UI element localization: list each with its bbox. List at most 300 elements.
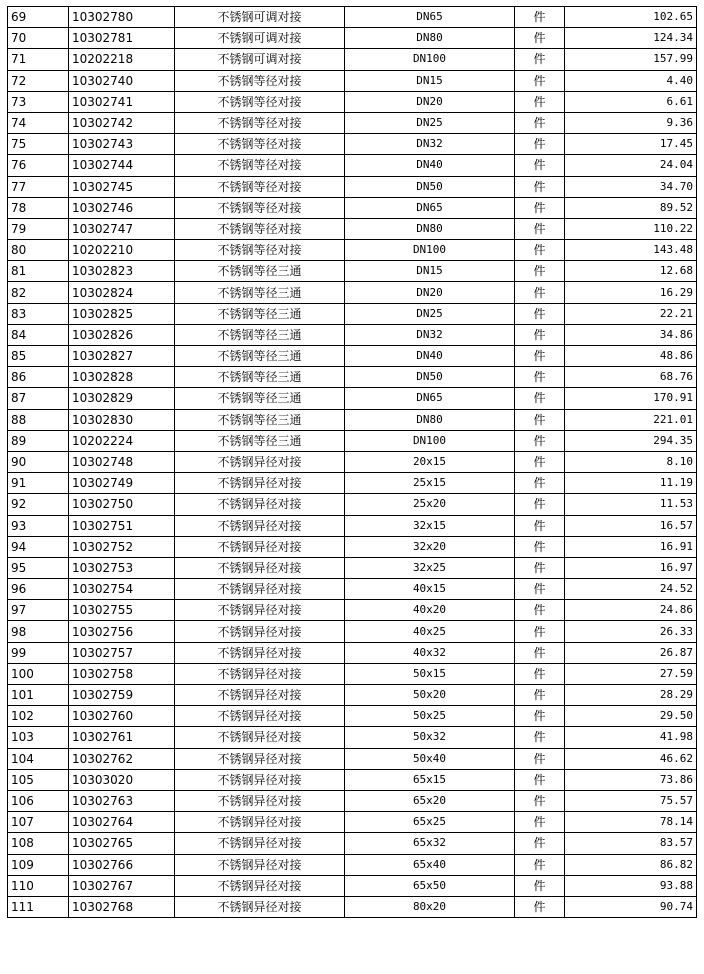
row-number-cell: 89	[8, 430, 69, 451]
table-row	[8, 367, 697, 388]
item-code-cell: 10302749	[69, 473, 175, 494]
item-name-cell: 不锈钢异径对接	[175, 473, 345, 494]
unit-cell: 件	[515, 642, 565, 663]
row-number-cell: 110	[8, 875, 69, 896]
row-number-cell: 107	[8, 812, 69, 833]
table-row	[8, 536, 697, 557]
unit-cell: 件	[515, 896, 565, 917]
price-cell: 11.19	[565, 473, 697, 494]
unit-cell: 件	[515, 197, 565, 218]
spec-cell: 50x32	[345, 727, 515, 748]
unit-cell: 件	[515, 70, 565, 91]
spec-cell: 80x20	[345, 896, 515, 917]
unit-cell: 件	[515, 346, 565, 367]
item-code-cell: 10302824	[69, 282, 175, 303]
table-row	[8, 218, 697, 239]
unit-cell: 件	[515, 748, 565, 769]
item-name-cell: 不锈钢可调对接	[175, 28, 345, 49]
unit-cell: 件	[515, 706, 565, 727]
item-name-cell: 不锈钢异径对接	[175, 621, 345, 642]
row-number-cell: 70	[8, 28, 69, 49]
table-row	[8, 430, 697, 451]
item-code-cell: 10302748	[69, 451, 175, 472]
spec-cell: DN65	[345, 197, 515, 218]
price-cell: 34.86	[565, 324, 697, 345]
row-number-cell: 104	[8, 748, 69, 769]
table-row	[8, 769, 697, 790]
unit-cell: 件	[515, 494, 565, 515]
item-name-cell: 不锈钢异径对接	[175, 854, 345, 875]
spec-cell: 40x25	[345, 621, 515, 642]
spec-cell: 65x20	[345, 790, 515, 811]
table-row	[8, 324, 697, 345]
item-name-cell: 不锈钢等径三通	[175, 261, 345, 282]
row-number-cell: 76	[8, 155, 69, 176]
item-name-cell: 不锈钢异径对接	[175, 896, 345, 917]
row-number-cell: 108	[8, 833, 69, 854]
price-cell: 16.97	[565, 557, 697, 578]
row-number-cell: 101	[8, 685, 69, 706]
unit-cell: 件	[515, 833, 565, 854]
item-name-cell: 不锈钢异径对接	[175, 600, 345, 621]
price-cell: 93.88	[565, 875, 697, 896]
unit-cell: 件	[515, 28, 565, 49]
price-cell: 16.91	[565, 536, 697, 557]
unit-cell: 件	[515, 367, 565, 388]
item-name-cell: 不锈钢等径三通	[175, 324, 345, 345]
table-row	[8, 642, 697, 663]
spec-cell: 40x20	[345, 600, 515, 621]
spec-cell: DN80	[345, 409, 515, 430]
row-number-cell: 96	[8, 579, 69, 600]
item-code-cell: 10302750	[69, 494, 175, 515]
table-row	[8, 155, 697, 176]
price-cell: 26.33	[565, 621, 697, 642]
item-code-cell: 10302828	[69, 367, 175, 388]
item-code-cell: 10302829	[69, 388, 175, 409]
table-row	[8, 579, 697, 600]
item-name-cell: 不锈钢等径三通	[175, 430, 345, 451]
table-row	[8, 706, 697, 727]
item-name-cell: 不锈钢等径对接	[175, 176, 345, 197]
item-code-cell: 10202210	[69, 240, 175, 261]
item-code-cell: 10302754	[69, 579, 175, 600]
spec-cell: 50x20	[345, 685, 515, 706]
table-row	[8, 494, 697, 515]
spec-cell: 50x40	[345, 748, 515, 769]
unit-cell: 件	[515, 812, 565, 833]
item-name-cell: 不锈钢可调对接	[175, 7, 345, 28]
item-code-cell: 10302761	[69, 727, 175, 748]
row-number-cell: 103	[8, 727, 69, 748]
row-number-cell: 102	[8, 706, 69, 727]
spec-cell: DN32	[345, 134, 515, 155]
price-cell: 110.22	[565, 218, 697, 239]
spec-cell: 32x15	[345, 515, 515, 536]
item-code-cell: 10302764	[69, 812, 175, 833]
row-number-cell: 100	[8, 663, 69, 684]
price-cell: 8.10	[565, 451, 697, 472]
item-name-cell: 不锈钢等径对接	[175, 91, 345, 112]
unit-cell: 件	[515, 621, 565, 642]
unit-cell: 件	[515, 536, 565, 557]
row-number-cell: 84	[8, 324, 69, 345]
unit-cell: 件	[515, 388, 565, 409]
spec-cell: DN100	[345, 430, 515, 451]
table-row	[8, 112, 697, 133]
row-number-cell: 95	[8, 557, 69, 578]
row-number-cell: 106	[8, 790, 69, 811]
price-cell: 24.86	[565, 600, 697, 621]
spec-cell: 32x25	[345, 557, 515, 578]
unit-cell: 件	[515, 727, 565, 748]
table-row	[8, 685, 697, 706]
unit-cell: 件	[515, 557, 565, 578]
item-name-cell: 不锈钢异径对接	[175, 748, 345, 769]
spec-cell: DN25	[345, 303, 515, 324]
row-number-cell: 98	[8, 621, 69, 642]
price-cell: 68.76	[565, 367, 697, 388]
spec-cell: 40x32	[345, 642, 515, 663]
unit-cell: 件	[515, 112, 565, 133]
unit-cell: 件	[515, 473, 565, 494]
price-cell: 89.52	[565, 197, 697, 218]
row-number-cell: 83	[8, 303, 69, 324]
row-number-cell: 69	[8, 7, 69, 28]
spec-cell: DN40	[345, 346, 515, 367]
price-cell: 6.61	[565, 91, 697, 112]
item-code-cell: 10302781	[69, 28, 175, 49]
row-number-cell: 88	[8, 409, 69, 430]
table-row	[8, 854, 697, 875]
spec-cell: 25x20	[345, 494, 515, 515]
item-code-cell: 10302825	[69, 303, 175, 324]
table-row	[8, 557, 697, 578]
item-name-cell: 不锈钢等径对接	[175, 240, 345, 261]
item-code-cell: 10302756	[69, 621, 175, 642]
row-number-cell: 105	[8, 769, 69, 790]
item-name-cell: 不锈钢异径对接	[175, 494, 345, 515]
item-name-cell: 不锈钢异径对接	[175, 579, 345, 600]
spec-cell: 65x50	[345, 875, 515, 896]
item-name-cell: 不锈钢异径对接	[175, 536, 345, 557]
price-cell: 34.70	[565, 176, 697, 197]
price-cell: 75.57	[565, 790, 697, 811]
row-number-cell: 90	[8, 451, 69, 472]
unit-cell: 件	[515, 155, 565, 176]
table-row	[8, 49, 697, 70]
item-code-cell: 10302767	[69, 875, 175, 896]
price-cell: 157.99	[565, 49, 697, 70]
price-cell: 170.91	[565, 388, 697, 409]
item-code-cell: 10302780	[69, 7, 175, 28]
price-cell: 29.50	[565, 706, 697, 727]
unit-cell: 件	[515, 685, 565, 706]
item-name-cell: 不锈钢等径对接	[175, 112, 345, 133]
price-cell: 124.34	[565, 28, 697, 49]
price-cell: 16.57	[565, 515, 697, 536]
item-code-cell: 10302745	[69, 176, 175, 197]
price-cell: 83.57	[565, 833, 697, 854]
price-cell: 11.53	[565, 494, 697, 515]
item-code-cell: 10302830	[69, 409, 175, 430]
item-name-cell: 不锈钢可调对接	[175, 49, 345, 70]
table-row	[8, 875, 697, 896]
unit-cell: 件	[515, 409, 565, 430]
price-cell: 27.59	[565, 663, 697, 684]
row-number-cell: 79	[8, 218, 69, 239]
price-cell: 24.04	[565, 155, 697, 176]
item-name-cell: 不锈钢等径对接	[175, 70, 345, 91]
item-code-cell: 10303020	[69, 769, 175, 790]
price-cell: 90.74	[565, 896, 697, 917]
item-name-cell: 不锈钢等径三通	[175, 346, 345, 367]
spec-cell: DN32	[345, 324, 515, 345]
table-row	[8, 600, 697, 621]
price-table	[7, 6, 697, 918]
spec-cell: 32x20	[345, 536, 515, 557]
price-cell: 78.14	[565, 812, 697, 833]
row-number-cell: 85	[8, 346, 69, 367]
spec-cell: DN20	[345, 282, 515, 303]
item-code-cell: 10302743	[69, 134, 175, 155]
price-cell: 73.86	[565, 769, 697, 790]
spec-cell: 65x40	[345, 854, 515, 875]
item-code-cell: 10202218	[69, 49, 175, 70]
spec-cell: DN15	[345, 261, 515, 282]
spec-cell: 40x15	[345, 579, 515, 600]
table-row	[8, 346, 697, 367]
row-number-cell: 97	[8, 600, 69, 621]
spec-cell: 65x15	[345, 769, 515, 790]
spec-cell: 65x25	[345, 812, 515, 833]
row-number-cell: 77	[8, 176, 69, 197]
price-cell: 26.87	[565, 642, 697, 663]
price-cell: 46.62	[565, 748, 697, 769]
table-row	[8, 790, 697, 811]
price-cell: 86.82	[565, 854, 697, 875]
item-name-cell: 不锈钢异径对接	[175, 451, 345, 472]
row-number-cell: 80	[8, 240, 69, 261]
item-name-cell: 不锈钢异径对接	[175, 706, 345, 727]
unit-cell: 件	[515, 240, 565, 261]
item-code-cell: 10302765	[69, 833, 175, 854]
row-number-cell: 74	[8, 112, 69, 133]
item-name-cell: 不锈钢异径对接	[175, 769, 345, 790]
unit-cell: 件	[515, 176, 565, 197]
item-name-cell: 不锈钢异径对接	[175, 790, 345, 811]
item-name-cell: 不锈钢异径对接	[175, 515, 345, 536]
table-row	[8, 282, 697, 303]
unit-cell: 件	[515, 663, 565, 684]
table-row	[8, 451, 697, 472]
price-cell: 24.52	[565, 579, 697, 600]
item-code-cell: 10302762	[69, 748, 175, 769]
table-row	[8, 515, 697, 536]
item-code-cell: 10302751	[69, 515, 175, 536]
item-name-cell: 不锈钢异径对接	[175, 727, 345, 748]
item-code-cell: 10302823	[69, 261, 175, 282]
spec-cell: 50x15	[345, 663, 515, 684]
item-name-cell: 不锈钢异径对接	[175, 685, 345, 706]
item-code-cell: 10302753	[69, 557, 175, 578]
item-code-cell: 10302766	[69, 854, 175, 875]
table-row	[8, 261, 697, 282]
price-cell: 294.35	[565, 430, 697, 451]
row-number-cell: 73	[8, 91, 69, 112]
price-cell: 48.86	[565, 346, 697, 367]
unit-cell: 件	[515, 579, 565, 600]
item-name-cell: 不锈钢等径对接	[175, 155, 345, 176]
row-number-cell: 82	[8, 282, 69, 303]
item-name-cell: 不锈钢等径三通	[175, 282, 345, 303]
price-cell: 12.68	[565, 261, 697, 282]
price-cell: 9.36	[565, 112, 697, 133]
row-number-cell: 71	[8, 49, 69, 70]
item-name-cell: 不锈钢等径对接	[175, 197, 345, 218]
price-cell: 4.40	[565, 70, 697, 91]
spec-cell: DN20	[345, 91, 515, 112]
table-row	[8, 70, 697, 91]
price-cell: 143.48	[565, 240, 697, 261]
item-name-cell: 不锈钢异径对接	[175, 875, 345, 896]
item-code-cell: 10302755	[69, 600, 175, 621]
row-number-cell: 99	[8, 642, 69, 663]
table-row	[8, 303, 697, 324]
row-number-cell: 92	[8, 494, 69, 515]
spec-cell: DN40	[345, 155, 515, 176]
unit-cell: 件	[515, 515, 565, 536]
table-row	[8, 473, 697, 494]
unit-cell: 件	[515, 282, 565, 303]
unit-cell: 件	[515, 134, 565, 155]
spec-cell: DN50	[345, 367, 515, 388]
spec-cell: 65x32	[345, 833, 515, 854]
row-number-cell: 87	[8, 388, 69, 409]
item-code-cell: 10302752	[69, 536, 175, 557]
table-row	[8, 663, 697, 684]
row-number-cell: 78	[8, 197, 69, 218]
item-name-cell: 不锈钢等径三通	[175, 303, 345, 324]
spec-cell: DN100	[345, 240, 515, 261]
item-name-cell: 不锈钢等径三通	[175, 409, 345, 430]
spec-cell: DN100	[345, 49, 515, 70]
item-name-cell: 不锈钢异径对接	[175, 642, 345, 663]
item-code-cell: 10302747	[69, 218, 175, 239]
item-code-cell: 10302768	[69, 896, 175, 917]
unit-cell: 件	[515, 790, 565, 811]
unit-cell: 件	[515, 875, 565, 896]
item-code-cell: 10202224	[69, 430, 175, 451]
unit-cell: 件	[515, 769, 565, 790]
spec-cell: DN15	[345, 70, 515, 91]
price-cell: 41.98	[565, 727, 697, 748]
price-cell: 16.29	[565, 282, 697, 303]
row-number-cell: 109	[8, 854, 69, 875]
spec-cell: 25x15	[345, 473, 515, 494]
item-code-cell: 10302763	[69, 790, 175, 811]
price-cell: 22.21	[565, 303, 697, 324]
item-code-cell: 10302827	[69, 346, 175, 367]
item-name-cell: 不锈钢异径对接	[175, 557, 345, 578]
row-number-cell: 111	[8, 896, 69, 917]
spec-cell: DN65	[345, 388, 515, 409]
item-code-cell: 10302757	[69, 642, 175, 663]
price-table-body	[8, 7, 697, 918]
spec-cell: DN50	[345, 176, 515, 197]
row-number-cell: 94	[8, 536, 69, 557]
table-row	[8, 176, 697, 197]
table-row	[8, 91, 697, 112]
item-code-cell: 10302746	[69, 197, 175, 218]
unit-cell: 件	[515, 7, 565, 28]
spec-cell: DN80	[345, 218, 515, 239]
item-name-cell: 不锈钢等径对接	[175, 134, 345, 155]
item-code-cell: 10302758	[69, 663, 175, 684]
item-name-cell: 不锈钢异径对接	[175, 663, 345, 684]
item-code-cell: 10302760	[69, 706, 175, 727]
unit-cell: 件	[515, 303, 565, 324]
item-code-cell: 10302741	[69, 91, 175, 112]
item-name-cell: 不锈钢异径对接	[175, 833, 345, 854]
price-cell: 17.45	[565, 134, 697, 155]
table-row	[8, 240, 697, 261]
unit-cell: 件	[515, 261, 565, 282]
item-code-cell: 10302826	[69, 324, 175, 345]
row-number-cell: 93	[8, 515, 69, 536]
table-row	[8, 388, 697, 409]
unit-cell: 件	[515, 854, 565, 875]
spec-cell: 50x25	[345, 706, 515, 727]
unit-cell: 件	[515, 49, 565, 70]
price-cell: 28.29	[565, 685, 697, 706]
item-name-cell: 不锈钢等径三通	[175, 388, 345, 409]
table-row	[8, 812, 697, 833]
item-name-cell: 不锈钢等径三通	[175, 367, 345, 388]
spec-cell: DN80	[345, 28, 515, 49]
table-row	[8, 621, 697, 642]
spec-cell: 20x15	[345, 451, 515, 472]
item-name-cell: 不锈钢等径对接	[175, 218, 345, 239]
unit-cell: 件	[515, 451, 565, 472]
row-number-cell: 86	[8, 367, 69, 388]
item-name-cell: 不锈钢异径对接	[175, 812, 345, 833]
unit-cell: 件	[515, 218, 565, 239]
row-number-cell: 75	[8, 134, 69, 155]
unit-cell: 件	[515, 600, 565, 621]
table-row	[8, 833, 697, 854]
item-code-cell: 10302740	[69, 70, 175, 91]
price-cell: 102.65	[565, 7, 697, 28]
table-row	[8, 28, 697, 49]
spec-cell: DN65	[345, 7, 515, 28]
spec-cell: DN25	[345, 112, 515, 133]
table-row	[8, 7, 697, 28]
table-row	[8, 896, 697, 917]
unit-cell: 件	[515, 324, 565, 345]
price-cell: 221.01	[565, 409, 697, 430]
item-code-cell: 10302744	[69, 155, 175, 176]
row-number-cell: 72	[8, 70, 69, 91]
row-number-cell: 91	[8, 473, 69, 494]
unit-cell: 件	[515, 430, 565, 451]
item-code-cell: 10302742	[69, 112, 175, 133]
unit-cell: 件	[515, 91, 565, 112]
table-row	[8, 197, 697, 218]
table-row	[8, 134, 697, 155]
table-row	[8, 409, 697, 430]
table-row	[8, 727, 697, 748]
